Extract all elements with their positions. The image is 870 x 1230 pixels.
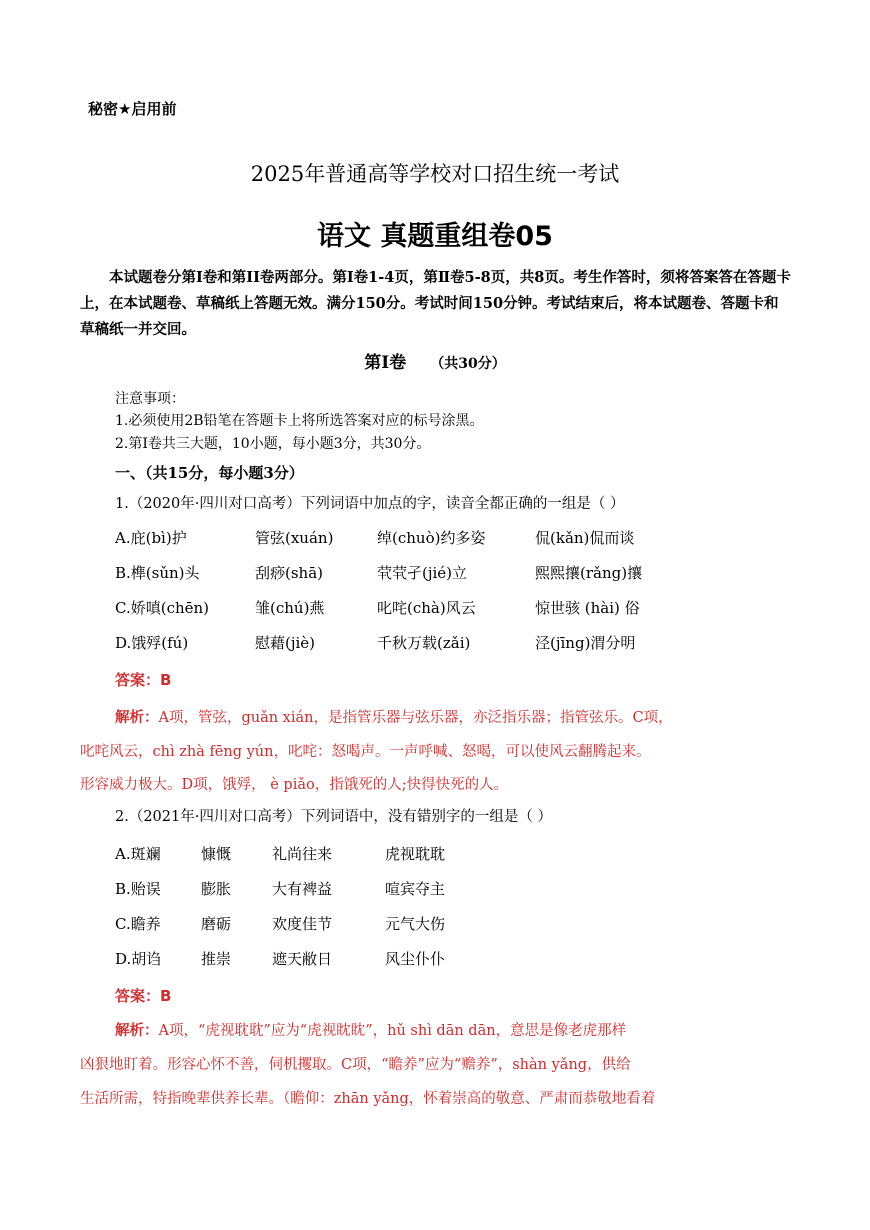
q2-explanation-line: 生活所需，特指晚辈供养长辈。（瞻仰：zhān yǎng，怀着崇高的敬意、严肃而恭敬地看着 [80, 1091, 656, 1107]
option-word: 礼尚往来 [272, 845, 333, 863]
q1-explanation-line: 叱咤风云，chì zhà fēng yún，叱咤：怒喝声。一声呼喊、怒喝，可以使风云翻腾起来。 [80, 744, 651, 760]
explanation-text: A项，“虎视耽耽”应为“虎视眈眈”，hǔ shì dān dān，意思是像老虎那样 [158, 1023, 627, 1039]
option-word: 千秋万载(zǎi) [377, 634, 471, 652]
option-word: 膨胀 [201, 880, 232, 898]
option-word: C.娇嗔(chēn) [115, 599, 210, 617]
section1-title: 一、（共15分，每小题3分） [115, 464, 304, 482]
q1-explanation-line [115, 706, 673, 727]
option-word: B.榫(sǔn)头 [115, 564, 200, 582]
q1-answer: 答案：B [115, 671, 172, 689]
explanation-label: 解析： [115, 710, 159, 726]
option-word: 遮天敝日 [272, 950, 333, 968]
option-word: 元气大伤 [385, 915, 446, 933]
part1-score: （共30分） [430, 356, 506, 372]
option-word: 大有裨益 [272, 880, 333, 898]
option-word: 慰藉(jiè) [255, 634, 316, 652]
option-word: 刮痧(shā) [255, 564, 324, 582]
option-word: 喧宾夺主 [385, 880, 446, 898]
option-word: 慷慨 [201, 845, 232, 863]
option-word: 磨砺 [201, 915, 232, 933]
q2-explanation-line: 凶狠地盯着。形容心怀不善，伺机攫取。C项，“瞻养”应为“赡养”，shàn yǎng，供给 [80, 1057, 631, 1073]
note-item: 1.必须使用2B铅笔在答题卡上将所选答案对应的标号涂黑。 [115, 413, 484, 429]
q2-explanation-line [115, 1019, 626, 1040]
confidential-label: 秘密★启用前 [88, 100, 177, 118]
option-word: 雏(chú)燕 [255, 599, 325, 617]
explanation-label: 解析： [115, 1023, 159, 1039]
option-word: D.饿殍(fú) [115, 634, 189, 652]
option-word: 泾(jīng)渭分明 [535, 634, 636, 652]
exam-instructions: 本试题卷分第Ⅰ卷和第ⅠⅠ卷两部分。第Ⅰ卷1-4页，第Ⅱ卷5-8页，共8页。考生作答时，须将答案答在答题卡上，在本试题卷、草稿纸上答题无效。满分150分。考试时间150分钟。考试结束后，将本试题卷、答题卡和草稿纸一并交回。 [80, 269, 791, 338]
option-word: 侃(kǎn)侃而谈 [535, 529, 635, 547]
option-word: 推崇 [201, 950, 232, 968]
option-word: 叱咤(chà)风云 [377, 599, 476, 617]
part1-heading [0, 348, 870, 373]
option-word: 欢度佳节 [272, 915, 333, 933]
exam-title: 2025年普通高等学校对口招生统一考试 [250, 162, 620, 186]
option-word: 茕茕孑(jié)立 [377, 564, 468, 582]
q1-explanation-line: 形容威力极大。D项，饿殍， è piǎo，指饿死的人;快得快死的人。 [80, 777, 509, 793]
volume-title: 语文 真题重组卷05 [317, 221, 553, 252]
option-word: 管弦(xuán) [255, 529, 334, 547]
part1-title: 第Ⅰ卷 [364, 353, 407, 373]
option-word: D.胡诌 [115, 950, 162, 968]
option-word: 虎视耽耽 [385, 845, 446, 863]
option-word: 熙熙攘(rǎng)攘 [535, 564, 643, 582]
option-word: B.贻误 [115, 880, 161, 898]
option-word: 惊世骇 (hài) 俗 [535, 599, 640, 617]
explanation-text: A项，管弦，guǎn xián，是指管乐器与弦乐器，亦泛指乐器；指管弦乐。C项， [158, 710, 673, 726]
note-item: 2.第Ⅰ卷共三大题，10小题，每小题3分，共30分。 [115, 436, 431, 452]
option-word: C.瞻养 [115, 915, 161, 933]
option-word: 绰(chuò)约多姿 [377, 529, 486, 547]
option-word: A.庇(bì)护 [115, 529, 187, 547]
question-2-stem: 2.（2021年·四川对口高考）下列词语中，没有错别字的一组是（ ） [115, 809, 552, 825]
notes-heading: 注意事项： [115, 391, 185, 407]
q2-answer: 答案：B [115, 987, 172, 1005]
option-word: A.斑斓 [115, 845, 161, 863]
option-word: 风尘仆仆 [385, 950, 446, 968]
question-1-stem: 1.（2020年·四川对口高考）下列词语中加点的字，读音全都正确的一组是（ ） [115, 496, 625, 512]
